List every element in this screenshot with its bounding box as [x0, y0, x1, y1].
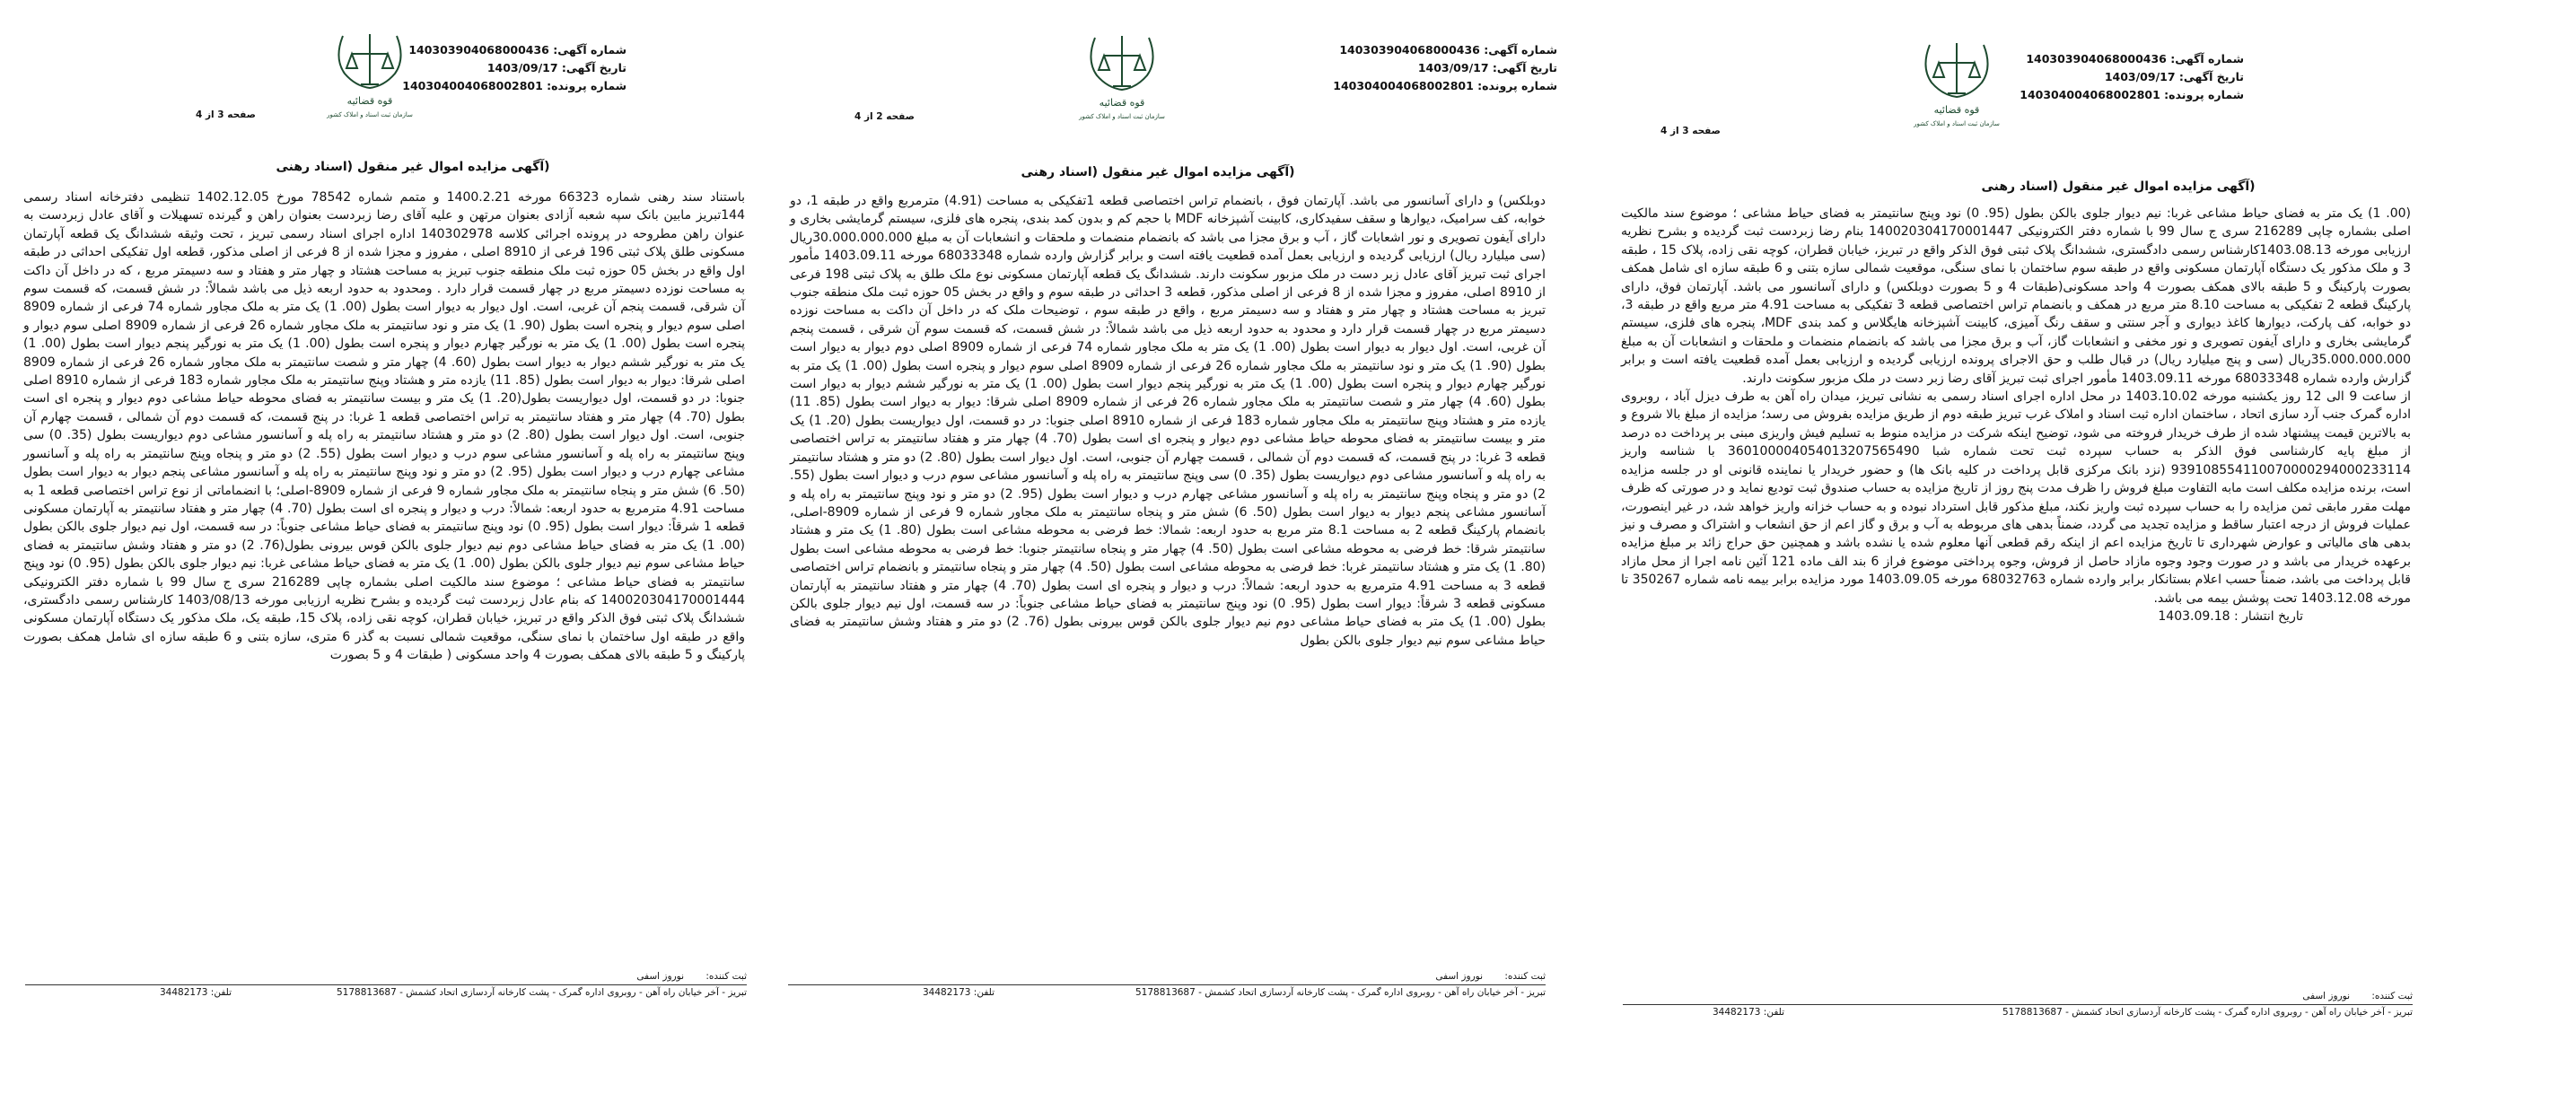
notice-date: 1403/09/17: [1417, 61, 1489, 74]
file-number: 140304004068002801: [1333, 79, 1474, 92]
footer-phone: تلفن: 34482173: [923, 987, 995, 998]
file-number: 140304004068002801: [2020, 88, 2160, 101]
notice-title: (آگهی مزایده اموال غیر منقول (اسناد رهنی: [1981, 179, 2256, 194]
signatory-name: نوروز اسفی: [2302, 991, 2350, 1001]
footer-address: تبریز - آخر خیابان راه آهن - روبروی اداره گمرک - پشت کارخانه آردسازی اتحاد کشمش - 5178813687: [336, 987, 747, 998]
notice-meta: [402, 41, 626, 95]
notice-date: 1403/09/17: [2104, 70, 2176, 83]
footer-divider: [1623, 1004, 2413, 1005]
page-number: صفحه 2 از 4: [854, 111, 915, 122]
file-number-row: شماره پرونده: 140304004068002801: [1333, 79, 1557, 92]
publish-date: 1403.09.18: [2158, 608, 2230, 624]
notice-number: 140303904068000436: [1339, 43, 1480, 57]
judiciary-emblem-icon: [1068, 20, 1176, 127]
notice-date-row: تاریخ آگهی: 1403/09/17: [486, 61, 626, 74]
notice-number: 140303904068000436: [2026, 52, 2167, 66]
notice-body: [23, 188, 745, 665]
signatory-label: ثبت کننده:: [2371, 991, 2413, 1001]
notice-footer: [788, 971, 1546, 1007]
notice-paragraph: دوبلکس) و دارای آسانسور می باشد. آپارتمان فوق ، بانضمام تراس اختصاصی قطعه 1تفکیکی به مساحت (4.91) مترمربع واقع در طبقه 1، دو خوابه، کف سرامیک، دیوارها و سقف سفیدکاری، کابینت آشپزخانه MDF با حجم کم و بدون کمد بندی، پنجره های فلزی، سیستم گرمایشی بخاری و دارای آیفون تصویری و نور اشعابات گاز ، آب و برق مجزا می باشد که بانضمام منضمات و ملحقات و انشعابات آن به مبلغ 30.000.000.000ریال (سی میلیارد ریال) ارزیابی گردیده و ارزیابی بعمل آمده قطعیت یافته است و برابر گزارش وارده شماره 68033348 مورخه 1403.09.11 مأمور اجرای ثبت تبریز آقای عادل زبر دست در ملک مزبور سکونت دارند. ششدانگ یک قطعه آپارتمان مسکونی نوع ملک طلق به پلاک ثبتی 198 فرعی از 8910 اصلی، مفروز و مجزا شده از 8 فرعی از اصلی مذکور، قطعه 3 احداثی در طبقه سوم و واقع در بخش 05 حوزه ثبت ملک منطقه جنوب تبریز به مساحت هشتاد و چهار متر و هفتاد و سه دسیمتر مربع ، واقع در طبقه سوم ، توضیحات ملک که در داخل آن داکت به مساحت نوزده دسیمتر مربع در چهار قسمت قرار دارد و محدود به حدود اربعه ذیل می باشد شمالاً: در شش قسمت، که قسمت سوم آن شرقی ، قسمت پنجم آن غربی، است. اول دیوار به دیوار است بطول (00. 1) یک متر به ملک مجاور شماره 74 فرعی از شماره 8909 اصلی دوم دیوار به دیوار است بطول (90. 1) یک متر و نود سانتیمتر به ملک مجاور شماره 26 فرعی از شماره 8909 اصلی سوم دیوار و پنجره است بطول (00. 1) یک متر به نورگیر چهارم دیوار و پنجره است بطول (00. 1) یک متر به نورگیر پنجم دیوار است بطول (00. 1) یک متر به نورگیر ششم دیوار به دیوار است بطول (60. 4) چهار متر و شصت سانتیمتر به ملک مجاور شماره 26 فرعی از شماره 8909 اصلی شرقا: دیوار به دیوار است بطول (85. 11) یازده متر و هشتاد وپنج سانتیمتر به ملک مجاور شماره 183 فرعی از شماره 8910 اصلی جنوبا: در دو قسمت، اول دیواریست بطول (20. 1) یک متر و بیست سانتیمتر به فضای محوطه حیاط مشاعی دوم دیوار و پنجره ای است بطول (70. 4) چهار متر و هفتاد سانتیمتر به تراس اختصاصی قطعه 3 غربا: در پنج قسمت، که قسمت دوم آن شمالی ، قسمت چهارم آن جنوبی، است. اول دیوار است بطول (80. 2) دو متر و هشتاد سانتیمتر به راه پله و آسانسور مشاعی دوم دیواریست بطول (35. 0) سی وپنج سانتیمتر به راه پله و آسانسور مشاعی سوم درب و دیوار است بطول (55. 2) دو متر و پنجاه وپنج سانتیمتر به راه پله و آسانسور مشاعی چهارم درب و دیوار است بطول (95. 2) دو متر و نود وپنج سانتیمتر به راه پله و آسانسور مشاعی پنجم دیوار به دیوار است بطول (50. 6) شش متر و پنجاه سانتیمتر به ملک مجاور شماره 9 فرعی از شماره 8909-اصلی، بانضمام پارکینگ قطعه 2 به مساحت 8.1 متر مربع به حدود اربعه: شمالا: خط فرضی به محوطه مشاعی است بطول (80. 1) یک متر و هشتاد سانتیمتر شرقا: خط فرضی به محوطه مشاعی است بطول (50. 4) چهار متر و پنجاه سانتیمتر جنوبا: خط فرضی به محوطه مشاعی است بطول (80. 1) یک متر و هشتاد سانتیمتر غربا: خط فرضی به محوطه مشاعی است بطول (50. 4) چهار متر و پنجاه سانتیمتر و بانضمام تراس اختصاصی قطعه 3 به مساحت 4.91 مترمربع به حدود اربعه: شمالاً: درب و دیوار و پنجره ای است بطول (70. 4) چهار متر و هفتاد سانتیمتر به آپارتمان مسکونی قطعه 3 شرقاً: دیوار است بطول (95. 0) نود وپنج سانتیمتر به فضای حیاط مشاعی جنوباً: در سه قسمت، اول نیم دیوار جلوی بالکن بطول (00. 1) یک متر به فضای حیاط مشاعی دوم نیم دیوار جلوی بالکن قوس بیرونی بطول (76. 2) دو متر و هفتاد وشش سانتیمتر به فضای حیاط مشاعی سوم نیم دیوار جلوی بالکن بطول: [790, 194, 1546, 648]
notice-page-middle: [772, 0, 1562, 1093]
notice-date-row: تاریخ آگهی: 1403/09/17: [2104, 70, 2244, 83]
svg-text:قوه قضائیه: قوه قضائیه: [1099, 97, 1145, 109]
notice-paragraph: از ساعت 9 الی 12 روز یکشنبه مورخه 1403.10.02 در محل اداره اجرای اسناد رسمی به نشانی تبریز، میدان راه آهن به طرف دیزل آباد ، روبروی اداره گمرک جنب آرد سازی اتحاد ، ساختمان اداره ثبت اسناد و املاک غرب تبریز طبقه دوم از طریق مزایده بفروش می رسد؛ مزایده از مبلغ بالا شروع و به بالاترین قیمت پیشنهاد شده از طرف خریدار فروخته می شود، توضیح اینکه شرکت در مزایده منوط به تسلیم فیش واریزی مبنی بر پرداخت ده درصد از مبلغ پایه کارشناسی فوق الذکر به حساب سپرده ثبت تحت شماره شبا 360100004054013207565490 با شناسه واریز 939108554110070000294000233114 (نزد بانک مرکزی قابل پرداخت در کلیه بانک ها) و حضور خریدار یا نماینده قانونی او در جلسه مزایده است، برنده مزایده مکلف است مابه التفاوت مبلغ فروش را ظرف مدت پنج روز از تاریخ مزایده به حساب صندوق ثبت تودیع نماید و در صورتی که ظرف مهلت مقرر مابقی ثمن مزایده را به حساب سپرده ثبت واریز نکند، مبلغ مذکور قابل استرداد نبوده و به حساب خزانه واریز خواهد شد، در غیر اینصورت، عملیات فروش از درجه اعتبار ساقط و مزایده تجدید می گردد، ضمناً بدهی های مربوطه به آب و برق و گاز اعم از حق انشعاب و اشتراک و مصرف و نیز بدهی های مالیاتی و عوارض شهرداری تا تاریخ مزایده اعم از اینکه رقم قطعی آنها معلوم شده یا نشده باشد و همچنین حق حراج زائد بر مبلغ مزایده برعهده خریدار می باشد و در صورت وجود وجوه مازاد حاصل از فروش، وجوه پرداختی موضوع فراز 6 بند الف ماده 121 آئین نامه اجرا از محل مازاد قابل پرداخت می باشد، ضمناً حسب اعلام بستانکار برابر وارده شماره 68032763 مورخه 1403.09.05 مورد مزایده برابر بیمه نامه شماره 350267 تا مورخه 1403.12.08 تحت پوشش بیمه می باشد.: [1621, 389, 2412, 606]
footer-address: تبریز - آخر خیابان راه آهن - روبروی اداره گمرک - پشت کارخانه آردسازی اتحاد کشمش - 5178813687: [1135, 987, 1546, 998]
notice-number: 140303904068000436: [408, 43, 549, 57]
notice-number-row: شماره آگهی: 140303904068000436: [1339, 43, 1557, 57]
page-number: صفحه 3 از 4: [196, 109, 256, 120]
footer-postal: 5178813687: [336, 987, 397, 998]
notice-paragraph: باستناد سند رهنی شماره 66323 مورخه 1400.2.21 و متمم شماره 78542 مورخ 1402.12.05 تنظیمی دفترخانه اسناد رسمی 144تبریز مابین بانک سپه شعبه آزادی بعنوان مرتهن و علیه آقای رضا زبردست بعنوان راهن و گیرنده تسهیلات و آقای عادل زبردست به عنوان راهن مطروحه در پرونده اجرائی کلاسه 140302978 اداره اجرای اسناد رسمی تبریز ، تحت وثیقه ششدانگ یک قطعه آپارتمان مسکونی طلق پلاک ثبتی 196 فرعی از 8910 اصلی ، مفروز و مجزا شده از 8 فرعی از اصلی مذکور، قطعه اول تفکیکی احداثی در طبقه اول واقع در بخش 05 حوزه ثبت ملک منطقه جنوب تبریز به مساحت هشتاد و چهار متر و هفتاد و سه دسیمتر مربع ، که در داخل آن داکت به مساحت نوزده دسیمتر مربع در چهار قسمت قرار دارد . ومحدود به حدود اربعه ذیل می باشد شمالاً: در شش قسمت، که قسمت سوم آن شرقی، قسمت پنجم آن غربی، است. اول دیوار به دیوار است بطول (00. 1) یک متر به ملک مجاور شماره 74 فرعی از شماره 8909 اصلی سوم دیوار و پنجره است بطول (90. 1) یک متر و نود سانتیمتر به ملک مجاور شماره 26 فرعی از شماره 8909 اصلی سوم دیوار و پنجره است بطول (00. 1) یک متر به نورگیر چهارم دیوار و پنجره است بطول (00. 1) یک متر به نورگیر پنجم دیوار است بطول (00. 1) یک متر به نورگیر ششم دیوار به دیوار است بطول (60. 4) چهار متر و شصت سانتیمتر به ملک مجاور شماره 26 فرعی از شماره 8909 اصلی شرقا: دیوار به دیوار است بطول (85. 11) یازده متر و هشتاد وپنج سانتیمتر به ملک مجاور شماره 183 فرعی از شماره 8910 اصلی جنوبا: در دو قسمت، اول دیواریست بطول(20. 1) یک متر و بیست سانتیمتر به فضای محوطه حیاط مشاعی دوم دیوار و پنجره ای است بطول (70. 4) چهار متر و هفتاد سانتیمتر به تراس اختصاصی قطعه 1 غربا: در پنج قسمت، که قسمت دوم آن شمالی ، قسمت چهارم آن جنوبی، است. اول دیوار است بطول (80. 2) دو متر و هشتاد سانتیمتر به راه پله و آسانسور مشاعی دوم دیواریست بطول (35. 0) سی وپنج سانتیمتر به راه پله و آسانسور مشاعی سوم درب و دیوار است بطول (55. 2) دو متر و پنجاه وپنج سانتیمتر به راه پله و آسانسور مشاعی چهارم درب و دیوار است بطول (95. 2) دو متر و نود وپنج سانتیمتر به راه پله و آسانسور مشاعی پنجم دیوار به دیوار است بطول (50. 6) شش متر و پنجاه سانتیمتر به ملک مجاور شماره 9 فرعی از شماره 8909-اصلی؛ با انضماماتی از نوع تراس اختصاصی قطعه 1 به مساحت 4.91 مترمربع به حدود اربعه: شمالاً: درب و دیوار و پنجره ای است بطول (70. 4) چهار متر و هفتاد سانتیمتر به آپارتمان مسکونی قطعه 1 شرقاً: دیوار است بطول (95. 0) نود وپنج سانتیمتر به فضای حیاط مشاعی جنوباً: در سه قسمت، اول نیم دیوار جلوی بالکن بطول (00. 1) یک متر به فضای حیاط مشاعی دوم نیم دیوار جلوی بالکن قوس بیرونی بطول(76. 2) دو متر و هفتاد وشش سانتیمتر به فضای حیاط مشاعی سوم نیم دیوار جلوی بالکن بطول (00. 1) یک متر به فضای حیاط مشاعی غربا: نیم دیوار جلوی بالکن بطول (95. 0) نود وپنج سانتیمتر به فضای حیاط مشاعی ؛ موضوع سند مالکیت اصلی بشماره چاپی 216289 سری ج سال 99 با شماره دفتر الکترونیکی 140020304170001444 که بنام عادل زبردست ثبت گردیده و بشرح نظریه ارزیابی مورخه 1403/08/13 کارشناس رسمی دادگستری، ششدانگ پلاک ثبتی فوق الذکر واقع در تبریز، خیابان قطران، کوچه نقی زاده، پلاک 15، طبقه یک، ملک مذکور یک دستگاه آپارتمان مسکونی واقع در طبقه اول ساختمان با نمای سنگی، موقعیت شمالی نسبت به گذر 6 متری، سازه بتنی و 6 طبقه سازه ای شامل همکف بصورت پارکینگ و 5 طبقه بالای همکف بصورت 4 واحد مسکونی ( طبقات 4 و 5 بصورت: [23, 190, 746, 663]
judiciary-emblem-icon: [1903, 27, 2011, 135]
file-number: 140304004068002801: [402, 79, 543, 92]
emblem-graphic: [1068, 20, 1176, 127]
signatory-label: ثبت کننده:: [1504, 971, 1546, 982]
footer-postal: 5178813687: [2002, 1007, 2063, 1018]
footer-address: تبریز - آخر خیابان راه آهن - روبروی اداره گمرک - پشت کارخانه آردسازی اتحاد کشمش - 5178813687: [2002, 1007, 2413, 1018]
footer-divider: [25, 984, 747, 985]
footer-divider: [788, 984, 1546, 985]
notice-paragraph: (00. 1) یک متر به فضای حیاط مشاعی غربا: نیم دیوار جلوی بالکن بطول (95. 0) نود وپنج سانتیمتر به فضای حیاط مشاعی ؛ موضوع سند مالکیت اصلی بشماره چاپی 216289 سری ج سال 99 با شماره دفتر الکترونیکی 140020304170001447 بنام رضا زبردست ثبت گردیده و بشرح نظریه ارزیابی مورخه 1403.08.13کارشناس رسمی دادگستری، ششدانگ پلاک ثبتی فوق الذکر واقع در تبریز، خیابان قطران، کوچه نقی زاده، پلاک 15 ، طبقه 3 و ملک مذکور یک دستگاه آپارتمان مسکونی واقع در طبقه سوم ساختمان با نمای سنگی، موقعیت شمالی سازه بتنی و 6 طبقه سازه ای شامل همکف بصورت پارکینگ و 5 طبقه بالای همکف بصورت 4 واحد مسکونی(طبقات 4 و 5 بصورت دوبلکس) و دارای آسانسور می باشد. آپارتمان فوق، دارای پارکینگ قطعه 2 تفکیکی به مساحت 8.10 متر مربع در همکف و بانضمام تراس اختصاصی قطعه 3 تفکیکی به مساحت 4.91 متر مربع واقع در طبقه 3، دو خوابه، کف پارکت، دیوارها کاغذ دیواری و آجر سنتی و سقف رنگ آمیزی، کابینت آشپزخانه هایگلاس و کمد بندی MDF، پنجره های فلزی، سیستم گرمایشی بخاری و دارای آیفون تصویری و نور مخفی و انشعابات گاز، آب و برق مجزا می باشد که بانضمام منضمات و ملحقات و انشعابات آن به مبلغ 35.000.000.000ریال (سی و پنج میلیارد ریال) در قبال طلب و حق الاجرای پرونده ارزیابی گردیده و ارزیابی بعمل آمده قطعیت یافته است و برابر گزارش وارده شماره 68033348 مورخه 1403.09.11 مأمور اجرای ثبت تبریز آقای رضا زبر دست در ملک مزبور سکونت دارند.: [1621, 206, 2412, 386]
notice-body: [1621, 205, 2411, 625]
svg-text:سازمان ثبت اسناد و املاک کشور: سازمان ثبت اسناد و املاک کشور: [1079, 113, 1165, 120]
notice-number-row: شماره آگهی: 140303904068000436: [2026, 52, 2244, 66]
notice-meta: [1333, 41, 1557, 95]
notice-date-row: تاریخ آگهی: 1403/09/17: [1417, 61, 1557, 74]
footer-phone: تلفن: 34482173: [1713, 1007, 1785, 1018]
signatory-name: نوروز اسفی: [1435, 971, 1483, 982]
notice-body: [790, 192, 1546, 650]
publish-date-row: [1621, 608, 2303, 625]
notice-title: (آگهی مزایده اموال غیر منقول (اسناد رهنی: [276, 160, 550, 174]
notice-page-right: [1562, 0, 2576, 1093]
notice-title: (آگهی مزایده اموال غیر منقول (اسناد رهنی: [1021, 165, 1295, 179]
svg-text:قوه قضائیه: قوه قضائیه: [1933, 104, 1980, 116]
signatory-label: ثبت کننده:: [705, 971, 747, 982]
notice-meta: [2020, 50, 2244, 104]
svg-text:سازمان ثبت اسناد و املاک کشور: سازمان ثبت اسناد و املاک کشور: [327, 111, 413, 118]
file-number-row: شماره پرونده: 140304004068002801: [402, 79, 626, 92]
signatory-name: نوروز اسفی: [636, 971, 684, 982]
file-number-row: شماره پرونده: 140304004068002801: [2020, 88, 2244, 101]
notice-page-left: [0, 0, 772, 1093]
notice-number-row: شماره آگهی: 140303904068000436: [408, 43, 626, 57]
footer-postal: 5178813687: [1135, 987, 1196, 998]
notice-date: 1403/09/17: [486, 61, 558, 74]
footer-phone: تلفن: 34482173: [160, 987, 232, 998]
svg-text:سازمان ثبت اسناد و املاک کشور: سازمان ثبت اسناد و املاک کشور: [1914, 120, 2000, 127]
publish-date-label: تاریخ انتشار :: [2234, 608, 2303, 624]
page-number: صفحه 3 از 4: [1660, 126, 1721, 136]
judiciary-emblem-icon: [316, 18, 424, 126]
emblem-graphic: [1903, 27, 2011, 135]
emblem-graphic: [316, 18, 424, 126]
notice-footer: [1623, 991, 2413, 1027]
svg-text:قوه قضائیه: قوه قضائیه: [346, 95, 393, 107]
notice-footer: [25, 971, 747, 1007]
